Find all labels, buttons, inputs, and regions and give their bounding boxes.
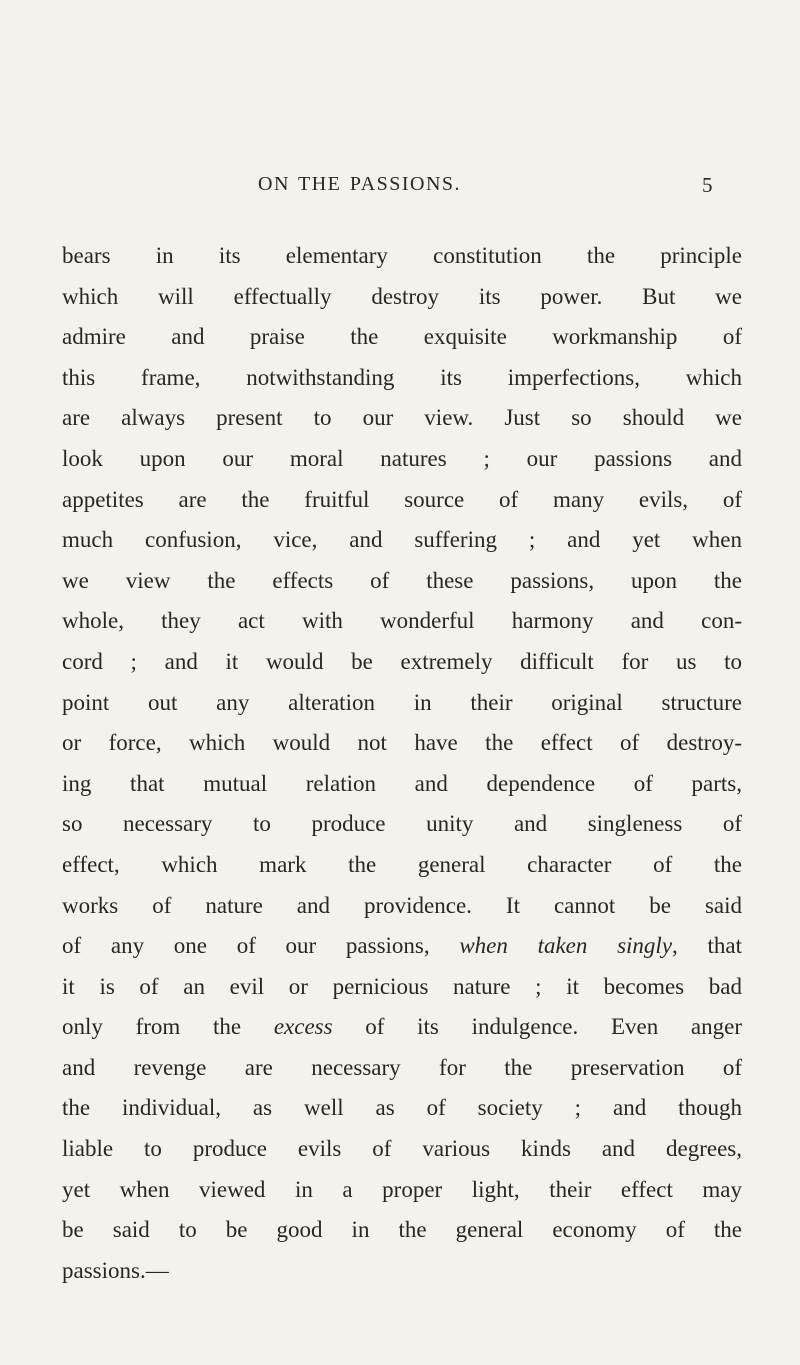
text-line [62, 1129, 742, 1170]
text-line [62, 561, 742, 602]
text-run: of its indulgence. Even anger [332, 1014, 742, 1040]
text-line [62, 439, 742, 480]
text-run: cord ; and it would be extremely difficult for us to [62, 648, 742, 674]
text-line [62, 1088, 742, 1129]
text-run: ing that mutual relation and dependence of parts, [62, 770, 742, 796]
text-run: yet when viewed in a proper light, their effect may [62, 1176, 742, 1202]
text-run: it is of an evil or pernicious nature ; it becomes bad [62, 973, 742, 999]
text-run: appetites are the fruitful source of many evils, of [62, 486, 742, 512]
text-run: we view the effects of these passions, upon the [62, 567, 742, 593]
text-run: liable to produce evils of various kinds and degrees, [62, 1136, 742, 1162]
text-line [62, 642, 742, 683]
text-run: or force, which would not have the effect of destroy- [62, 730, 742, 756]
running-title: ON THE PASSIONS. [258, 173, 462, 195]
text-run: of any one of our passions, [62, 933, 460, 959]
text-run: admire and praise the exquisite workmanship of [62, 324, 742, 350]
text-line [62, 317, 742, 358]
text-run: much confusion, vice, and suffering ; and yet when [62, 527, 742, 553]
text-run: whole, they act with wonderful harmony and con- [62, 608, 742, 634]
text-run: are always present to our view. Just so should we [62, 405, 742, 431]
text-run: the individual, as well as of society ; and though [62, 1095, 742, 1121]
text-line [62, 845, 742, 886]
text-run: works of nature and providence. It cannot be said [62, 892, 742, 918]
text-line [62, 398, 742, 439]
text-line [62, 277, 742, 318]
body-paragraph [62, 236, 742, 1291]
text-line [62, 764, 742, 805]
text-line [62, 683, 742, 724]
running-head [0, 173, 800, 197]
text-run: bears in its elementary constitution the principle [62, 243, 742, 268]
text-line [62, 1251, 742, 1292]
text-line [62, 1048, 742, 1089]
italic-phrase: when taken singly [459, 933, 673, 959]
text-run: be said to be good in the general economy of the [62, 1217, 742, 1243]
text-run: and revenge are necessary for the preservation of [62, 1054, 742, 1080]
text-run: which will effectually destroy its power. But we [62, 283, 742, 309]
text-run: point out any alteration in their original structure [62, 689, 742, 715]
text-line [62, 1210, 742, 1251]
text-run: so necessary to produce unity and singleness of [62, 811, 742, 837]
text-line [62, 601, 742, 642]
text-line [62, 236, 742, 277]
italic-phrase: excess [273, 1014, 333, 1040]
page-number: 5 [702, 173, 713, 197]
text-run: effect, which mark the general character of the [62, 851, 742, 877]
text-line [62, 804, 742, 845]
text-run: this frame, notwithstanding its imperfections, which [62, 364, 742, 390]
text-run: passions.— [62, 1257, 169, 1283]
text-run: , that [672, 933, 742, 959]
text-run: look upon our moral natures ; our passions and [62, 445, 742, 471]
text-line [62, 723, 742, 764]
text-line [62, 886, 742, 927]
text-line [62, 1170, 742, 1211]
text-line [62, 480, 742, 521]
text-line [62, 520, 742, 561]
text-line [62, 926, 742, 967]
text-line [62, 358, 742, 399]
text-line [62, 967, 742, 1008]
text-line [62, 1007, 742, 1048]
text-run: only from the [62, 1014, 274, 1040]
